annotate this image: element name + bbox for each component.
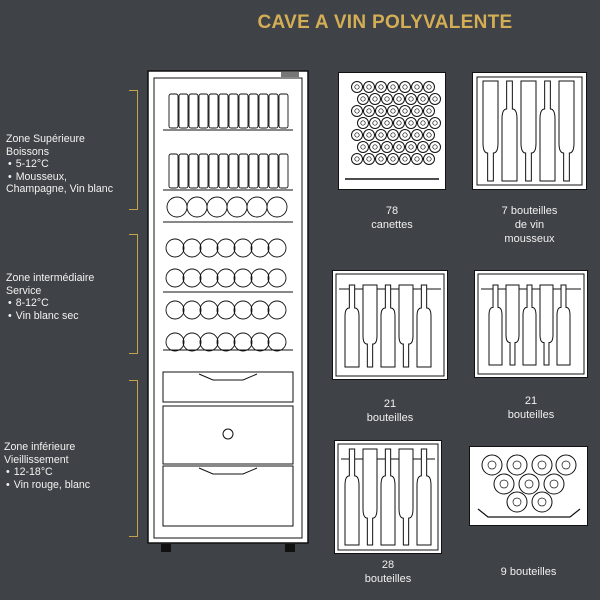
config-9-panel [469, 446, 588, 526]
bottle-shape [417, 449, 431, 545]
config-21a-caption [332, 397, 448, 425]
bottle-end [507, 492, 527, 512]
bottle-shape [399, 449, 413, 545]
can-end [394, 118, 405, 129]
bottle-shape [417, 285, 431, 367]
zone-upper-title: Zone Supérieure [6, 133, 85, 145]
zone-upper-subtitle: Boissons [6, 145, 49, 158]
can-end [370, 94, 381, 105]
bottle-shape [557, 285, 570, 365]
bottle-shape [345, 285, 359, 367]
config-21b-unit: bouteilles [507, 409, 555, 421]
bottle-end [532, 455, 552, 475]
can-end [364, 82, 375, 93]
bottle-end [544, 474, 564, 494]
zone-upper-temp: • 5-12°C [6, 158, 113, 171]
bottle-shape [363, 449, 377, 545]
bottle-shape [483, 81, 498, 181]
config-21b-panel [474, 270, 588, 378]
zone-upper-type: • Mousseux, [6, 171, 113, 184]
can-end [352, 82, 363, 93]
zone-middle-type: • Vin blanc sec [6, 310, 94, 323]
can-end [406, 94, 417, 105]
zone-bracket-middle [129, 234, 138, 354]
zone-middle-subtitle: Service [6, 284, 42, 297]
can-end [412, 82, 423, 93]
config-cans-panel [338, 72, 446, 190]
can-end [358, 142, 369, 153]
bottle-shape [381, 449, 395, 545]
bottle-end [482, 455, 502, 475]
bottle-shape [381, 285, 395, 367]
can-end [376, 130, 387, 141]
config-21a-count: 21 [383, 398, 397, 410]
can-end [400, 82, 411, 93]
can-end [352, 154, 363, 165]
zone-lower-title: Zone inférieure [4, 441, 76, 453]
config-cans-unit: canettes [371, 219, 413, 231]
can-end [418, 94, 429, 105]
can-end [424, 106, 435, 117]
can-end [394, 142, 405, 153]
zone-middle-title: Zone intermédiaire [6, 272, 95, 284]
bottle-shape [363, 285, 377, 367]
bottle-shape [399, 285, 413, 367]
can-end [382, 94, 393, 105]
can-end [400, 106, 411, 117]
can-end [358, 118, 369, 129]
zone-lower-subtitle: Vieillissement [4, 453, 69, 466]
can-end [388, 106, 399, 117]
can-end [364, 130, 375, 141]
can-end [382, 118, 393, 129]
config-cans-caption [338, 204, 446, 232]
can-end [376, 82, 387, 93]
can-end [430, 94, 441, 105]
bottle-shape [502, 81, 517, 181]
can-end [364, 154, 375, 165]
zone-lower-temp: • 12-18°C [4, 466, 90, 479]
can-end [412, 130, 423, 141]
can-end [352, 130, 363, 141]
config-21b-caption [474, 394, 588, 422]
can-end [406, 118, 417, 129]
config-sparkling-line3: mousseux [504, 233, 555, 245]
bottle-end [507, 455, 527, 475]
config-9-label: 9 bouteilles [500, 566, 557, 578]
can-end [388, 154, 399, 165]
can-end [418, 142, 429, 153]
bottle-shape [506, 285, 519, 365]
config-sparkling-caption [472, 204, 587, 246]
zone-lower-type: • Vin rouge, blanc [4, 479, 90, 492]
config-sparkling-panel [472, 72, 587, 190]
rack-line [478, 509, 580, 517]
zone-upper-label [6, 133, 113, 196]
wine-cabinet-illustration [147, 70, 309, 555]
can-end [430, 118, 441, 129]
bottle-shape [345, 449, 359, 545]
bottle-end [519, 474, 539, 494]
bottle-shape [540, 285, 553, 365]
bottle-shape [489, 285, 502, 365]
can-end [400, 154, 411, 165]
can-end [364, 106, 375, 117]
can-end [382, 142, 393, 153]
can-end [376, 154, 387, 165]
config-28-unit: bouteilles [364, 573, 412, 585]
page-title: CAVE A VIN POLYVALENTE [257, 12, 513, 33]
zone-middle-temp: • 8-12°C [6, 297, 94, 310]
can-end [400, 130, 411, 141]
config-21b-count: 21 [524, 395, 538, 407]
zone-lower-label [4, 441, 90, 491]
can-end [370, 142, 381, 153]
bottle-end [556, 455, 576, 475]
config-21a-panel [332, 270, 448, 380]
can-end [388, 130, 399, 141]
can-end [424, 130, 435, 141]
bottle-end [494, 474, 514, 494]
config-21a-unit: bouteilles [366, 412, 414, 424]
bottle-shape [540, 81, 555, 181]
can-end [358, 94, 369, 105]
can-end [370, 118, 381, 129]
bottle-end [532, 492, 552, 512]
config-sparkling-line2: de vin [514, 219, 545, 231]
can-end [388, 82, 399, 93]
bottle-shape [523, 285, 536, 365]
config-sparkling-line1: 7 bouteilles [501, 205, 558, 217]
can-end [418, 118, 429, 129]
can-end [376, 106, 387, 117]
can-end [424, 154, 435, 165]
config-9-caption [469, 565, 588, 579]
zone-upper-type-cont: Champagne, Vin blanc [6, 183, 113, 195]
can-end [412, 154, 423, 165]
config-28-panel [334, 440, 442, 554]
config-28-count: 28 [381, 559, 395, 571]
config-cans-count: 78 [385, 205, 399, 217]
can-end [430, 142, 441, 153]
bottle-shape [559, 81, 574, 181]
can-end [406, 142, 417, 153]
can-end [352, 106, 363, 117]
bottle-shape [521, 81, 536, 181]
zone-middle-label [6, 272, 94, 322]
can-end [412, 106, 423, 117]
config-28-caption [334, 558, 442, 586]
zone-bracket-bottom [129, 380, 138, 537]
can-end [394, 94, 405, 105]
can-end [424, 82, 435, 93]
zone-bracket-top [129, 90, 138, 210]
